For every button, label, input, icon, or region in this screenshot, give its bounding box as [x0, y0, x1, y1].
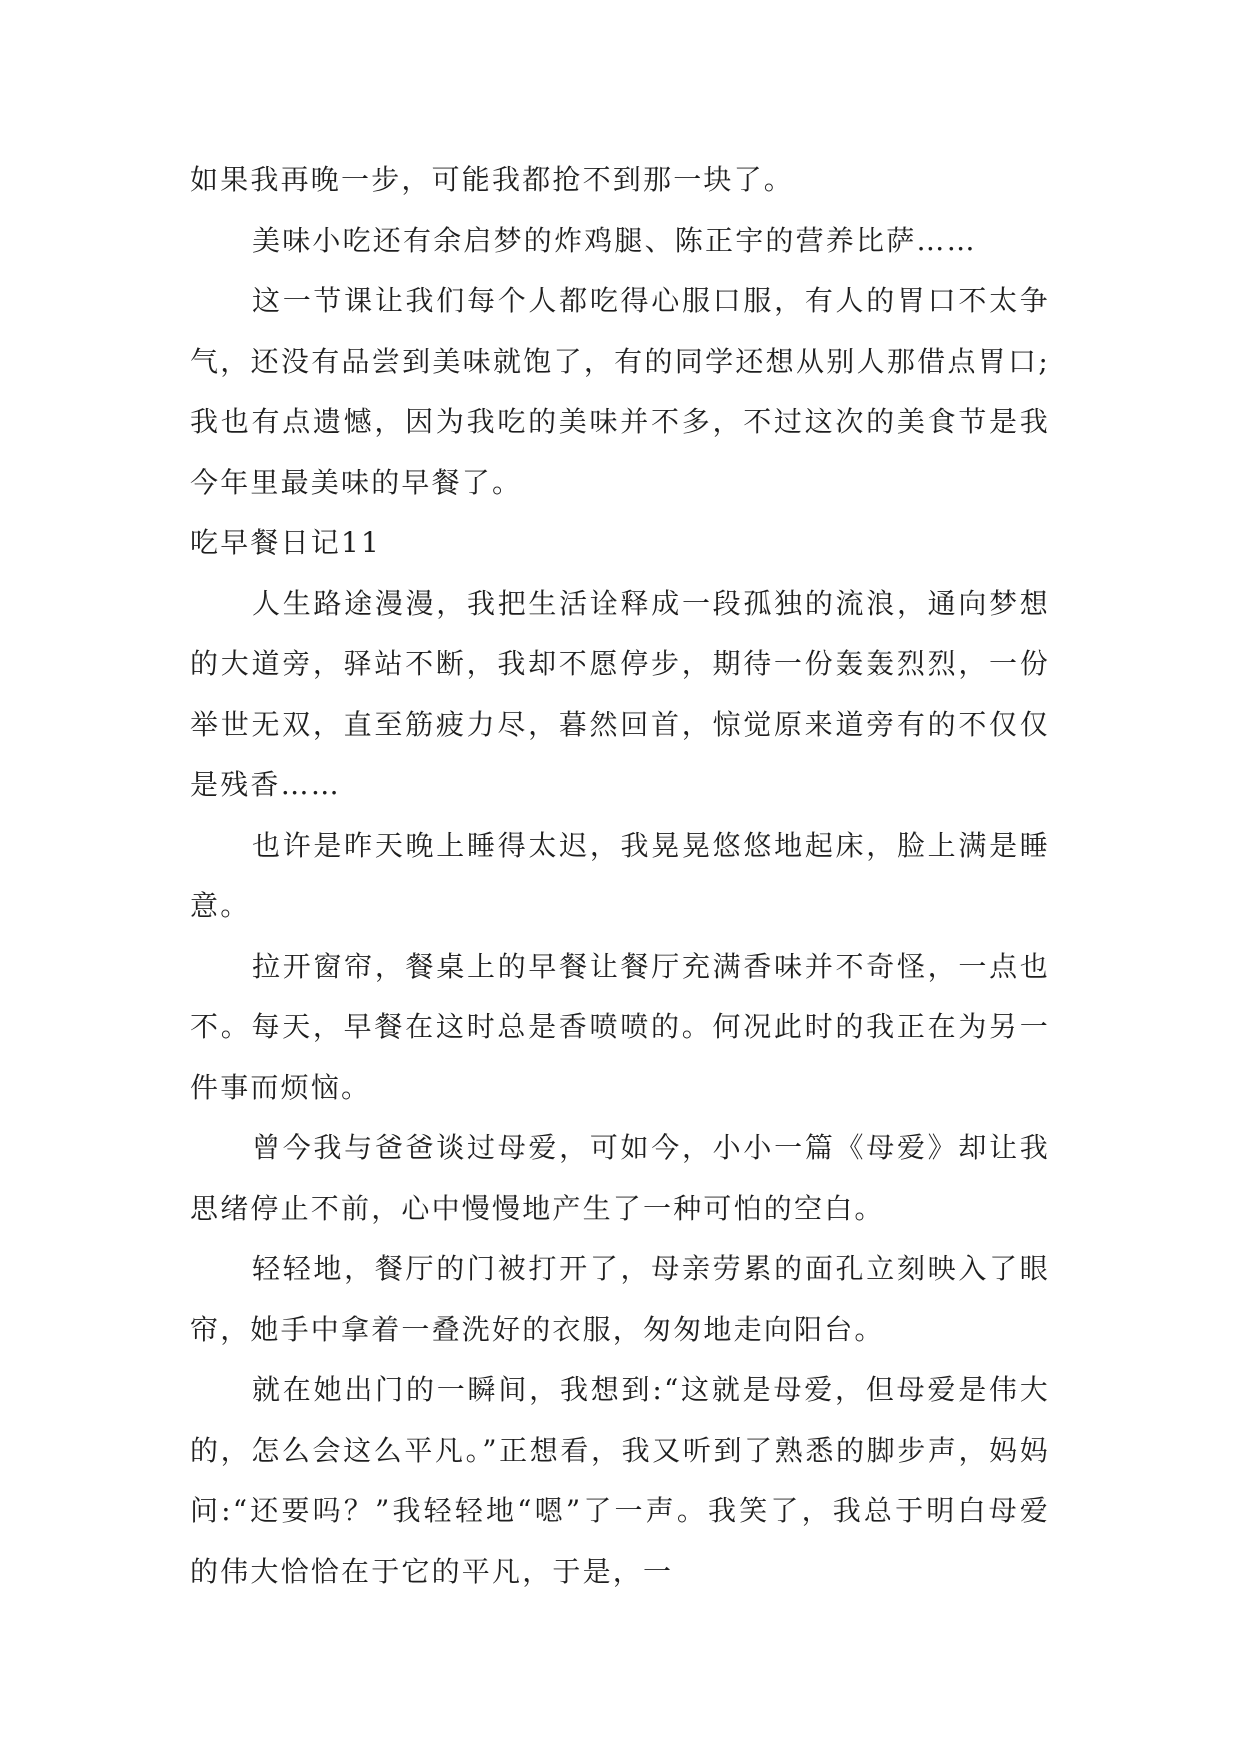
paragraph: 也许是昨天晚上睡得太迟，我晃晃悠悠地起床，脸上满是睡意。: [190, 828, 1050, 922]
paragraph: 轻轻地，餐厅的门被打开了，母亲劳累的面孔立刻映入了眼帘，她手中拿着一叠洗好的衣服，匆匆地走向阳台。: [190, 1252, 1050, 1346]
paragraph: 拉开窗帘，餐桌上的早餐让餐厅充满香味并不奇怪，一点也不。每天，早餐在这时总是香喷喷的。何况此时的我正在为另一件事而烦恼。: [190, 949, 1050, 1104]
paragraph: 如果我再晚一步，可能我都抢不到那一块了。: [190, 163, 795, 196]
paragraph: 这一节课让我们每个人都吃得心服口服，有人的胃口不太争气，还没有品尝到美味就饱了，有的同学还想从别人那借点胃口;我也有点遗憾，因为我吃的美味并不多，不过这次的美食节是我今年里最美味的早餐了。: [190, 284, 1050, 499]
document-body: [190, 150, 1050, 1602]
section-heading: 吃早餐日记11: [190, 526, 382, 559]
paragraph: 美味小吃还有余启梦的炸鸡腿、陈正宇的营养比萨……: [252, 223, 977, 257]
paragraph: 人生路途漫漫，我把生活诠释成一段孤独的流浪，通向梦想的大道旁，驿站不断，我却不愿停步，期待一份轰轰烈烈，一份举世无双，直至筋疲力尽，暮然回首，惊觉原来道旁有的不仅仅是残香……: [190, 586, 1050, 801]
paragraph: 曾今我与爸爸谈过母爱，可如今，小小一篇《母爱》却让我思绪停止不前，心中慢慢地产生了一种可怕的空白。: [190, 1131, 1050, 1225]
paragraph: 就在她出门的一瞬间，我想到:“这就是母爱，但母爱是伟大的，怎么会这么平凡。”正想看，我又听到了熟悉的脚步声，妈妈问:“还要吗？”我轻轻地“嗯”了一声。我笑了，我总于明白母爱的伟大恰恰在于它的平凡，于是，一: [190, 1373, 1050, 1588]
